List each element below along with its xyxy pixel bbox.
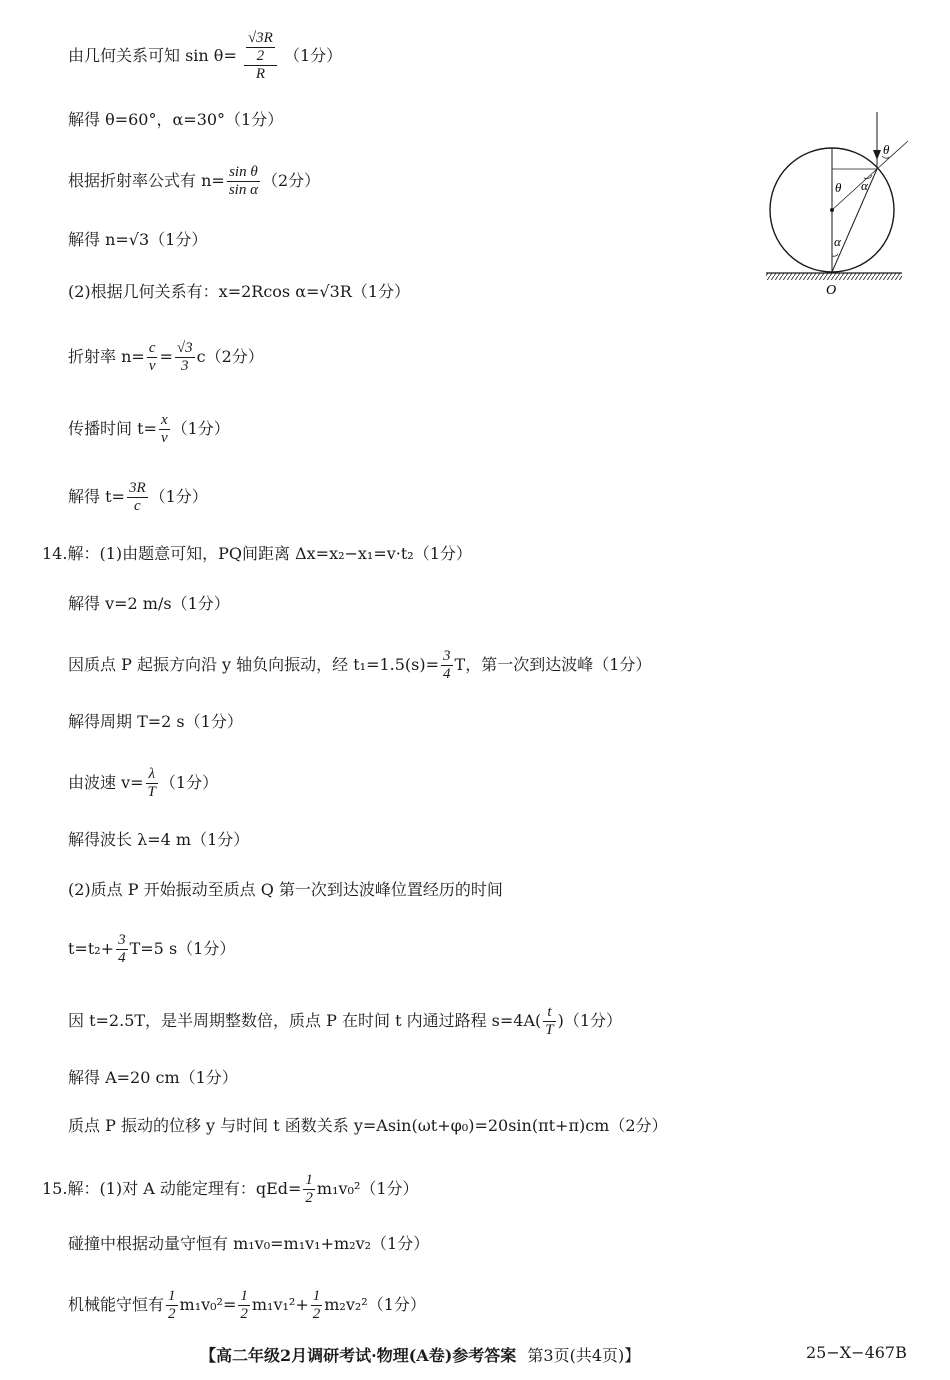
line-momentum: 碰撞中根据动量守恒有 m₁v₀=m₁v₁+m₂v₂（1分） — [68, 1234, 430, 1253]
line-solve-period: 解得周期 T=2 s（1分） — [68, 712, 243, 731]
inner-den: 2 — [246, 47, 275, 65]
frac-den: 4 — [118, 950, 126, 966]
frac-den: c — [127, 497, 148, 515]
frac-num: √3 — [176, 340, 193, 356]
label-alpha-bottom: α — [834, 234, 841, 249]
footer-code: 25−X−467B — [806, 1343, 907, 1362]
frac-num: 3 — [118, 932, 126, 948]
frac-num: x — [160, 412, 168, 428]
line-refraction-index — [68, 340, 264, 375]
line-21-post3: m₂v₂²（1分） — [324, 1295, 426, 1314]
line-21-post2: m₁v₁²+ — [251, 1295, 309, 1314]
frac-num: sin θ — [229, 164, 258, 180]
footer-exam: 【高二年级2月调研考试·物理(A卷)参考答案 — [200, 1346, 517, 1365]
line-5-pre: 折射率 n= — [68, 347, 145, 366]
fraction-c-v — [147, 340, 158, 375]
line-solve-v: 解得 v=2 m/s（1分） — [68, 594, 230, 613]
fraction-sqrt3-3 — [175, 340, 195, 375]
fraction-half-1 — [166, 1288, 178, 1323]
footer-page: 第3页(共4页)】 — [527, 1346, 641, 1365]
frac-num: 1 — [168, 1288, 176, 1304]
line-15-pre: t=t₂+ — [68, 939, 115, 958]
fraction-3-4 — [441, 648, 453, 683]
fraction-t-T — [543, 1004, 555, 1039]
fraction-3-4b — [116, 932, 128, 967]
line-10-post: T，第一次到达波峰（1分） — [454, 655, 652, 674]
line-path-length — [68, 1004, 622, 1039]
line-energy — [68, 1288, 426, 1323]
frac-num: 1 — [305, 1172, 313, 1188]
q14-part1: 14.解：(1)由题意可知，PQ间距离 Δx=x₂−x₁=v·t₂（1分） — [42, 544, 472, 563]
line-15-post: T=5 s（1分） — [129, 939, 236, 958]
frac-num: 3R — [128, 480, 146, 496]
q15-part1 — [42, 1172, 419, 1207]
fraction-3r-c — [127, 480, 148, 515]
frac-den: 2 — [168, 1306, 176, 1322]
line-solve-n: 解得 n=√3（1分） — [68, 230, 208, 249]
line-7-pre: 解得 t= — [68, 487, 125, 506]
frac-num: 1 — [312, 1288, 321, 1304]
frac-num: c — [148, 340, 156, 356]
frac-num: 1 — [240, 1288, 248, 1304]
line-solve-t — [68, 480, 208, 515]
line-6-post: （1分） — [171, 419, 230, 438]
frac-den: 2 — [240, 1306, 248, 1322]
refraction-diagram — [762, 108, 912, 298]
frac-den: v — [160, 430, 168, 446]
label-theta-inner: θ — [835, 180, 842, 195]
line-solve-theta: 解得 θ=60°，α=30°（1分） — [68, 110, 284, 129]
line-0-pre: 由几何关系可知 sin θ= — [68, 46, 237, 65]
line-16-post: )（1分） — [557, 1011, 623, 1030]
ground-hatch — [766, 273, 902, 280]
frac-num: 3 — [443, 648, 451, 664]
line-geometry-x: (2)根据几何关系有：x=2Rcos α=√3R（1分） — [68, 282, 411, 301]
line-2-pre: 根据折射率公式有 n= — [68, 171, 225, 190]
fraction-x-v — [159, 412, 170, 447]
line-12-pre: 由波速 v= — [68, 773, 144, 792]
line-part2: (2)质点 P 开始振动至质点 Q 第一次到达波峰位置经历的时间 — [68, 880, 503, 899]
line-19-pre: 15.解：(1)对 A 动能定理有：qEd= — [42, 1179, 302, 1198]
label-origin: O — [826, 283, 837, 298]
line-solve-A: 解得 A=20 cm（1分） — [68, 1068, 238, 1087]
line-16-pre: 因 t=2.5T，是半周期整数倍，质点 P 在时间 t 内通过路程 s=4A( — [68, 1011, 542, 1030]
line-geometry-sin — [68, 30, 342, 83]
fraction-half-3 — [311, 1288, 323, 1323]
line-5-mid: = — [159, 347, 173, 366]
center-dot — [830, 208, 834, 212]
line-refraction-formula — [68, 164, 320, 199]
inner-num: √3R — [247, 30, 273, 46]
line-12-post: （1分） — [159, 773, 219, 792]
frac-den: 2 — [305, 1190, 313, 1206]
line-displacement-function: 质点 P 振动的位移 y 与时间 t 函数关系 y=Asin(ωt+φ₀)=20sin(πt+π)cm（2分） — [68, 1116, 668, 1135]
frac-den: v — [148, 358, 156, 374]
frac-den: sin α — [228, 182, 258, 198]
line-p-vibration — [68, 648, 651, 683]
nested-fraction — [244, 30, 277, 83]
fraction-half-2 — [238, 1288, 250, 1323]
frac-den: 3 — [175, 357, 195, 375]
line-0-post: （1分） — [283, 46, 343, 65]
frac-num: λ — [148, 766, 155, 782]
line-19-post: m₁v₀²（1分） — [316, 1179, 419, 1198]
line-t-total — [68, 932, 235, 967]
line-21-pre: 机械能守恒有 — [68, 1295, 165, 1314]
frac-den: T — [545, 1022, 554, 1038]
frac-den: 2 — [312, 1306, 321, 1322]
frac-den: T — [147, 784, 156, 800]
line-propagation-time — [68, 412, 230, 447]
line-6-pre: 传播时间 t= — [68, 419, 157, 438]
line-2-post: （2分） — [261, 171, 321, 190]
arrow-head-icon — [873, 150, 881, 160]
frac-num: t — [547, 1004, 552, 1020]
line-10-pre: 因质点 P 起振方向沿 y 轴负向振动，经 t₁=1.5(s)= — [68, 655, 440, 674]
fraction-lambda-T — [146, 766, 158, 801]
normal-extension — [877, 141, 908, 169]
line-solve-lambda: 解得波长 λ=4 m（1分） — [68, 830, 250, 849]
line-wave-speed — [68, 766, 218, 801]
line-7-post: （1分） — [149, 487, 208, 506]
line-5-post: c（2分） — [196, 347, 264, 366]
frac-den: 4 — [443, 666, 451, 682]
line-21-post: m₁v₀²= — [179, 1295, 237, 1314]
label-theta-top: θ — [883, 142, 890, 157]
outer-den: R — [244, 65, 277, 83]
fraction-sin — [227, 164, 260, 199]
footer-title — [200, 1343, 640, 1366]
label-alpha-top: α — [861, 178, 868, 193]
fraction-half — [303, 1172, 315, 1207]
